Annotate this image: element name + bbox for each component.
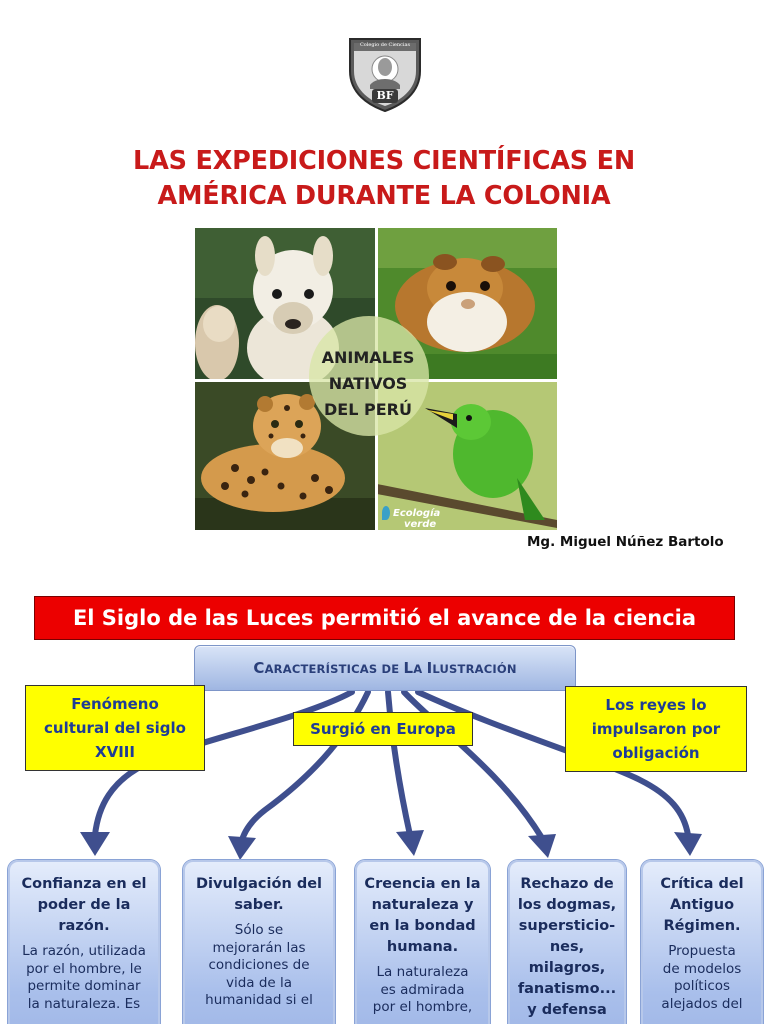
card-confidence-in-reason bbox=[8, 860, 160, 1024]
note-right-line-2: impulsaron por bbox=[591, 720, 721, 738]
card-1-title-line: Confianza en el bbox=[21, 876, 147, 892]
card-5-body-line: alejados del bbox=[661, 995, 743, 1012]
card-5-body-line: de modelos bbox=[662, 960, 742, 977]
arrowhead-3 bbox=[396, 830, 424, 856]
school-shield-logo bbox=[346, 37, 424, 113]
card-2-body-line: condiciones de bbox=[208, 957, 310, 973]
card-1-body-line: permite dominar bbox=[27, 978, 141, 994]
title-rest-1: ARACTERÍSTICAS DE bbox=[264, 662, 404, 676]
card-rejection-of-dogmas bbox=[508, 860, 626, 1024]
card-2-title-line: Divulgación del bbox=[196, 876, 322, 892]
logo-text: Colegio de Ciencias bbox=[359, 42, 411, 48]
card-5-title-line: Régimen. bbox=[663, 918, 741, 934]
title-cap-i: I bbox=[426, 659, 433, 677]
note-origin-europe: Surgió en Europa bbox=[293, 712, 473, 746]
note-left-line-2: cultural del siglo bbox=[44, 719, 186, 737]
card-5-body-line: políticos bbox=[673, 978, 731, 994]
title-cap-l: L bbox=[403, 659, 414, 677]
card-3-title-line: Creencia en la bbox=[364, 876, 481, 892]
title-line-1: LAS EXPEDICIONES CIENTÍFICAS EN bbox=[133, 146, 635, 176]
title-line-2: AMÉRICA DURANTE LA COLONIA bbox=[157, 181, 611, 211]
card-critique-old-regime bbox=[641, 860, 763, 1024]
note-cultural-phenomenon bbox=[25, 685, 205, 771]
title-cap-c: C bbox=[253, 659, 265, 677]
card-2-body-line: mejorarán las bbox=[212, 939, 306, 956]
card-1-title-line: poder de la bbox=[37, 897, 131, 913]
presentation-title bbox=[0, 144, 768, 214]
arrowhead-1 bbox=[80, 832, 110, 856]
ecologia-verde-watermark bbox=[382, 506, 440, 530]
card-4-title-line: y defensa bbox=[527, 1002, 607, 1018]
note-right-line-3: obligación bbox=[612, 744, 700, 762]
arrowhead-4 bbox=[528, 834, 556, 858]
logo-monogram: BF bbox=[376, 89, 394, 102]
leaf-icon bbox=[382, 506, 390, 520]
card-2-body-line: humanidad si el bbox=[205, 992, 313, 1008]
center-label-line-3: DEL PERÚ bbox=[324, 400, 412, 419]
card-5-body-line: Propuesta bbox=[668, 943, 736, 959]
watermark-line-1: Ecología bbox=[393, 508, 441, 519]
note-right-line-1: Los reyes lo bbox=[605, 696, 707, 714]
card-4-title-line: milagros, bbox=[528, 960, 606, 976]
card-4-title-line: Rechazo de bbox=[520, 876, 614, 892]
card-belief-in-nature bbox=[355, 860, 490, 1024]
arrowhead-5 bbox=[674, 832, 702, 856]
card-3-title-line: humana. bbox=[386, 939, 459, 955]
card-1-title-line: razón. bbox=[58, 918, 110, 934]
card-5-title-line: Antiguo bbox=[669, 897, 735, 913]
slide-banner: El Siglo de las Luces permitió el avance de la ciencia bbox=[34, 596, 735, 640]
diagram-title-box bbox=[194, 645, 576, 691]
card-3-title-line: en la bondad bbox=[369, 918, 476, 934]
center-label-line-2: NATIVOS bbox=[328, 374, 408, 393]
note-left-line-1: Fenómeno bbox=[71, 695, 159, 713]
card-3-body-line: La naturaleza bbox=[376, 964, 469, 980]
title-rest-3: LUSTRACIÓN bbox=[432, 662, 517, 676]
card-4-title-line: fanatismo... bbox=[517, 981, 617, 997]
card-3-title-line: naturaleza y bbox=[371, 897, 474, 913]
card-1-body-line: por el hombre, le bbox=[26, 960, 142, 977]
card-2-body-line: vida de la bbox=[225, 974, 293, 991]
card-5-title-line: Crítica del bbox=[660, 876, 744, 892]
note-left-line-3: XVIII bbox=[95, 743, 135, 761]
card-4-title-line: supersticio- bbox=[518, 918, 616, 934]
center-label-line-1: ANIMALES bbox=[321, 348, 415, 367]
card-spread-of-knowledge bbox=[183, 860, 335, 1024]
author-name: Mg. Miguel Núñez Bartolo bbox=[527, 534, 724, 550]
card-4-title-line: los dogmas, bbox=[517, 897, 617, 913]
card-2-title-line: saber. bbox=[234, 897, 284, 913]
note-kings-promoted bbox=[565, 686, 747, 772]
arrowhead-2 bbox=[228, 836, 256, 860]
card-3-body-line: es admirada bbox=[380, 981, 465, 998]
card-4-title-line: nes, bbox=[549, 939, 585, 955]
collage-center-label bbox=[304, 324, 432, 444]
watermark-line-2: verde bbox=[404, 519, 437, 530]
card-3-body-line: por el hombre, bbox=[372, 999, 473, 1015]
title-rest-2: A bbox=[413, 662, 427, 676]
card-1-body-line: la naturaleza. Es bbox=[27, 995, 141, 1012]
card-1-body-line: La razón, utilizada bbox=[22, 943, 146, 959]
card-2-body-line: Sólo se bbox=[234, 922, 284, 938]
